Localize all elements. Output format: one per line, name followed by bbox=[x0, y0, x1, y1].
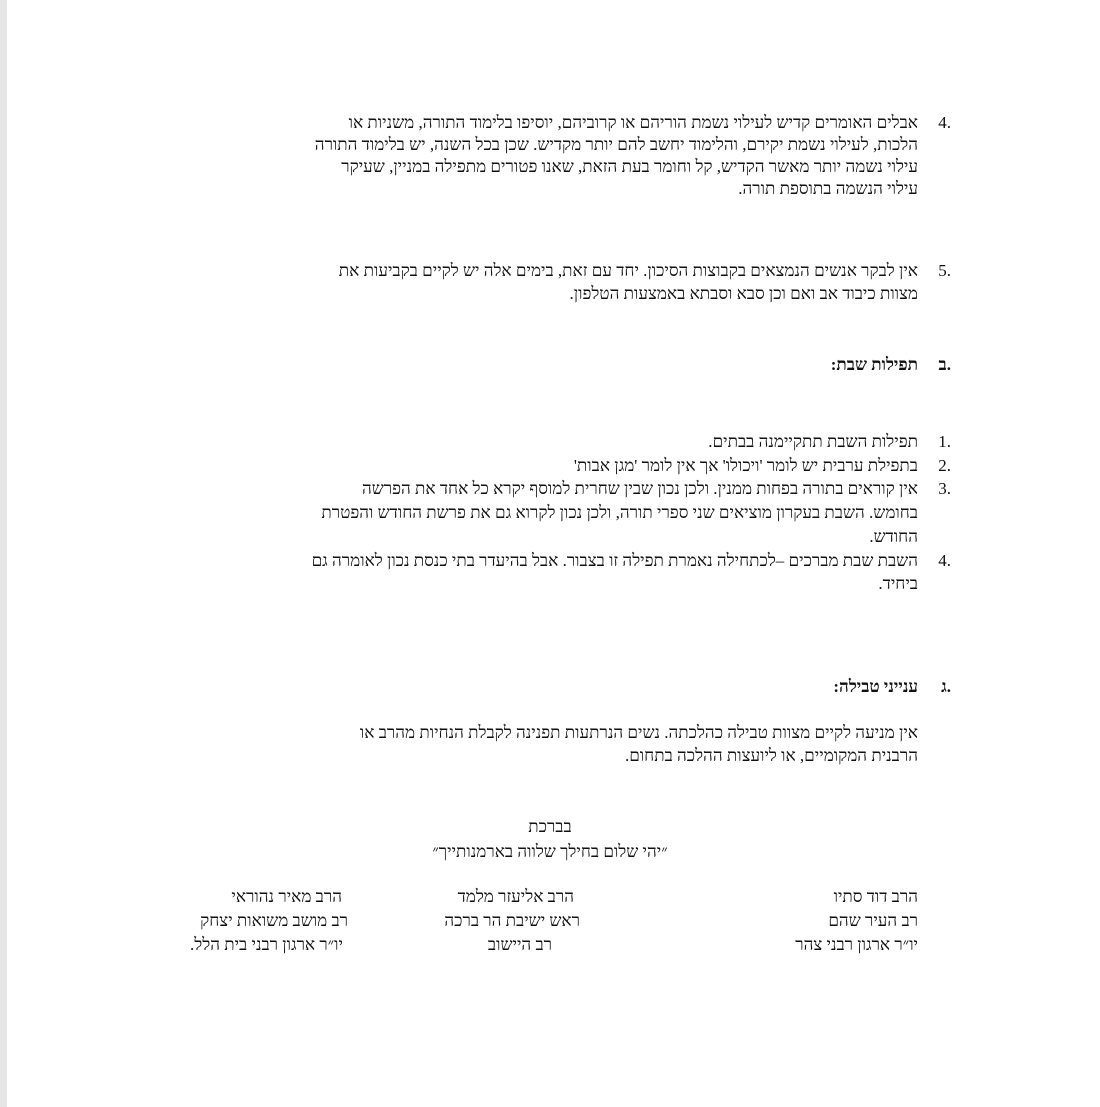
signature-org: יו״ר ארגון רבני צהר bbox=[795, 935, 918, 954]
text-line: ביחיד. bbox=[878, 574, 918, 593]
signature-name: הרב אליעזר מלמד bbox=[457, 887, 574, 906]
text-line: השבת שבת מברכים –לכתחילה נאמרת תפילה זו בצבור. אבל בהיעדר בתי כנסת נכון לאומרה גם bbox=[311, 551, 918, 570]
signature-org: יו״ר ארגון רבני בית הלל. bbox=[190, 935, 343, 954]
item-number: 1. bbox=[938, 432, 951, 451]
section-title: ענייני טבילה: bbox=[833, 677, 918, 696]
section-title: תפילות שבת: bbox=[830, 355, 918, 374]
text-line: אין קוראים בתורה בפחות ממנין. ולכן נכון שבין שחרית למוסף יקרא כל אחד את הפרשה bbox=[361, 479, 918, 498]
text-line: מצוות כיבוד אב ואם וכן סבא וסבתא באמצעות הטלפון. bbox=[569, 284, 918, 303]
text-line: תפילות השבת תתקיימנה בבתים. bbox=[708, 432, 918, 451]
item-number: 4. bbox=[938, 113, 951, 132]
section-letter: ג. bbox=[941, 677, 951, 696]
signature-name: הרב דוד סתיו bbox=[833, 887, 918, 906]
item-number: 2. bbox=[938, 456, 951, 475]
signature-role: רב העיר שהם bbox=[828, 911, 918, 930]
text-line: הרבנית המקומיים, או ליועצות ההלכה בתחום. bbox=[624, 746, 918, 765]
text-line: בתפילת ערבית יש לומר 'ויכולו' אך אין לומר 'מגן אבות' bbox=[573, 456, 918, 475]
item-number: 4. bbox=[938, 551, 951, 570]
signature-role: רב מושב משואות יצחק bbox=[200, 911, 348, 930]
item-number: 3. bbox=[938, 479, 951, 498]
text-line: עילוי נשמה יותר מאשר הקדיש, קל וחומר בעת הזאת, שאנו פטורים מתפילה במניין, שעיקר bbox=[341, 157, 918, 176]
item-number: 5. bbox=[938, 261, 951, 280]
closing-greeting: בברכת bbox=[528, 817, 572, 836]
text-line: אין מניעה לקיים מצוות טבילה כהלכתה. נשים הנרתעות תפנינה לקבלת הנחיות מהרב או bbox=[359, 723, 918, 742]
section-letter: ב. bbox=[938, 355, 951, 374]
text-line: בחומש. השבת בעקרון מוציאים שני ספרי תורה, ולכן נכון לקרוא גם את פרשת החודש והפטרת bbox=[321, 503, 918, 522]
closing-blessing: ״יהי שלום בחילך שלווה בארמנותייך״ bbox=[432, 842, 668, 861]
text-line: אין לבקר אנשים הנמצאים בקבוצות הסיכון. יחד עם זאת, בימים אלה יש לקיים בקביעות את bbox=[338, 261, 918, 280]
signature-name: הרב מאיר נהוראי bbox=[231, 887, 342, 906]
signature-org: רב היישוב bbox=[487, 935, 552, 954]
text-line: עילוי הנשמה בתוספת תורה. bbox=[738, 179, 918, 198]
text-line: אבלים האומרים קדיש לעילוי נשמת הוריהם או קרוביהם, יוסיפו בלימוד התורה, משניות או bbox=[348, 113, 918, 132]
text-line: החודש. bbox=[869, 527, 918, 546]
text-line: הלכות, לעילוי נשמת יקירם, והלימוד יחשב להם יותר מקדיש. שכן בכל השנה, יש בלימוד התורה bbox=[314, 135, 918, 154]
signature-role: ראש ישיבת הר ברכה bbox=[444, 911, 580, 930]
